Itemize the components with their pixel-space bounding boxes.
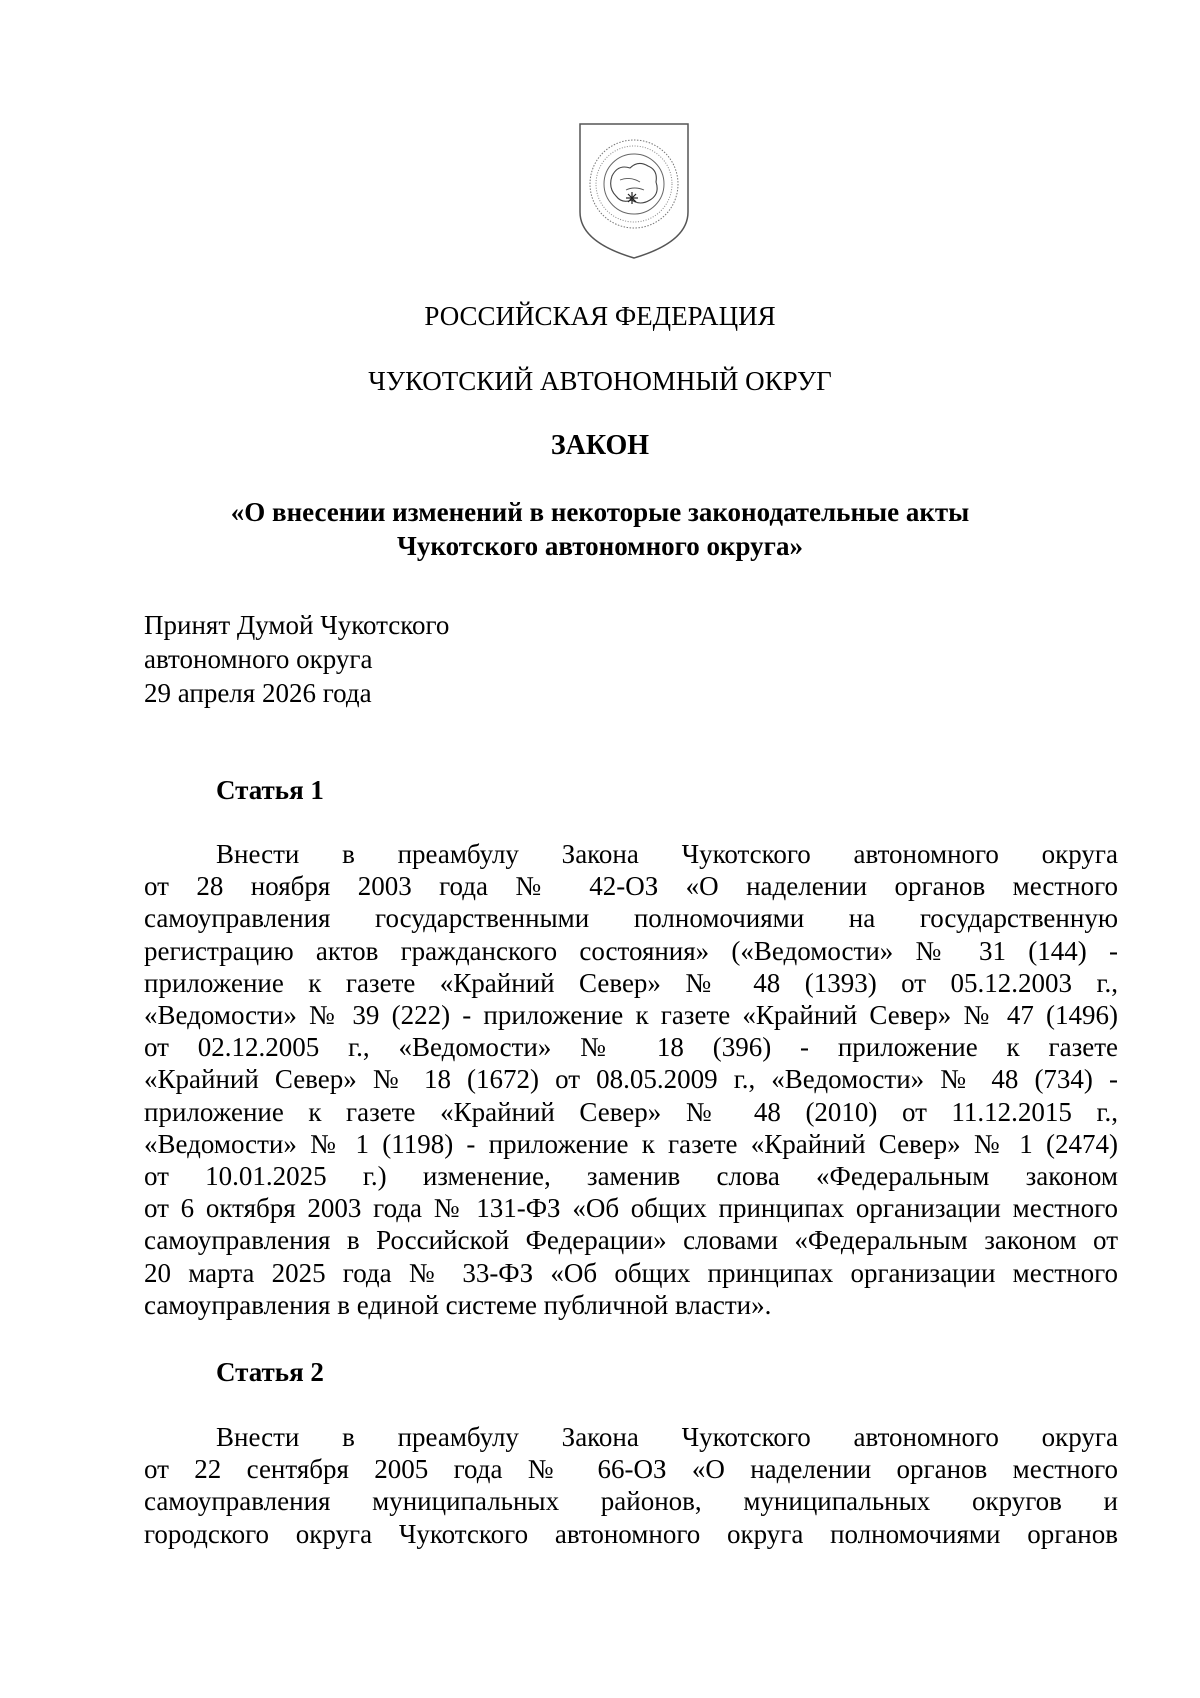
text-line: от 22 сентября 2005 года № 66-ОЗ «О наделении органов местного	[144, 1454, 1118, 1485]
law-title-line: «О внесении изменений в некоторые законодательные акты	[230, 497, 970, 527]
text-line: Внести в преамбулу Закона Чукотского автономного округа	[216, 1422, 1118, 1452]
text-line: городского округа Чукотского автономного округа полномочиями органов	[144, 1518, 1118, 1549]
adoption-line: Принят Думой Чукотского	[144, 610, 450, 640]
text-line: «Ведомости» № 39 (222) - приложение к газете «Крайний Север» № 47 (1496)	[144, 1000, 1118, 1031]
text-line: от 6 октября 2003 года № 131-ФЗ «Об общих принципах организации местного	[144, 1193, 1118, 1224]
text-line: «Ведомости» № 1 (1198) - приложение к газете «Крайний Север» № 1 (2474)	[144, 1128, 1118, 1159]
text-line: «Крайний Север» № 18 (1672) от 08.05.2009 г., «Ведомости» № 48 (734) -	[144, 1064, 1118, 1095]
text-line: самоуправления муниципальных районов, муниципальных округов и	[144, 1486, 1118, 1517]
article-1-heading: Статья 1	[216, 775, 324, 805]
text-line: Внести в преамбулу Закона Чукотского автономного округа	[216, 839, 1118, 869]
article-2-text	[144, 1421, 1118, 1550]
text-line: от 28 ноября 2003 года № 42-ОЗ «О наделении органов местного	[144, 871, 1118, 902]
text-line: приложение к газете «Крайний Север» № 48 (1393) от 05.12.2003 г.,	[144, 967, 1118, 998]
text-line: от 02.12.2005 г., «Ведомости» № 18 (396) - приложение к газете	[144, 1032, 1118, 1063]
text-line: регистрацию актов гражданского состояния» («Ведомости» № 31 (144) -	[144, 935, 1118, 966]
coat-of-arms-icon	[574, 120, 694, 262]
adoption-line: автономного округа	[144, 644, 373, 674]
text-line: 20 марта 2025 года № 33-ФЗ «Об общих принципах организации местного	[144, 1257, 1118, 1288]
text-line: от 10.01.2025 г.) изменение, заменив слова «Федеральным законом	[144, 1161, 1118, 1192]
law-title	[0, 495, 1200, 563]
region-heading: ЧУКОТСКИЙ АВТОНОМНЫЙ ОКРУГ	[368, 366, 832, 396]
text-line: приложение к газете «Крайний Север» № 48 (2010) от 11.12.2015 г.,	[144, 1096, 1118, 1127]
adoption-date: 29 апреля 2026 года	[144, 678, 372, 708]
country-heading: РОССИЙСКАЯ ФЕДЕРАЦИЯ	[424, 301, 776, 331]
article-2-heading: Статья 2	[216, 1357, 324, 1387]
adoption-note	[144, 608, 449, 710]
text-line: самоуправления в единой системе публичной власти».	[144, 1289, 772, 1320]
document-type-heading: ЗАКОН	[550, 430, 650, 461]
text-line: самоуправления государственными полномочиями на государственную	[144, 903, 1118, 934]
law-title-line: Чукотского автономного округа»	[397, 531, 803, 561]
text-line: самоуправления в Российской Федерации» словами «Федеральным законом от	[144, 1225, 1118, 1256]
article-1-text	[144, 838, 1118, 1321]
